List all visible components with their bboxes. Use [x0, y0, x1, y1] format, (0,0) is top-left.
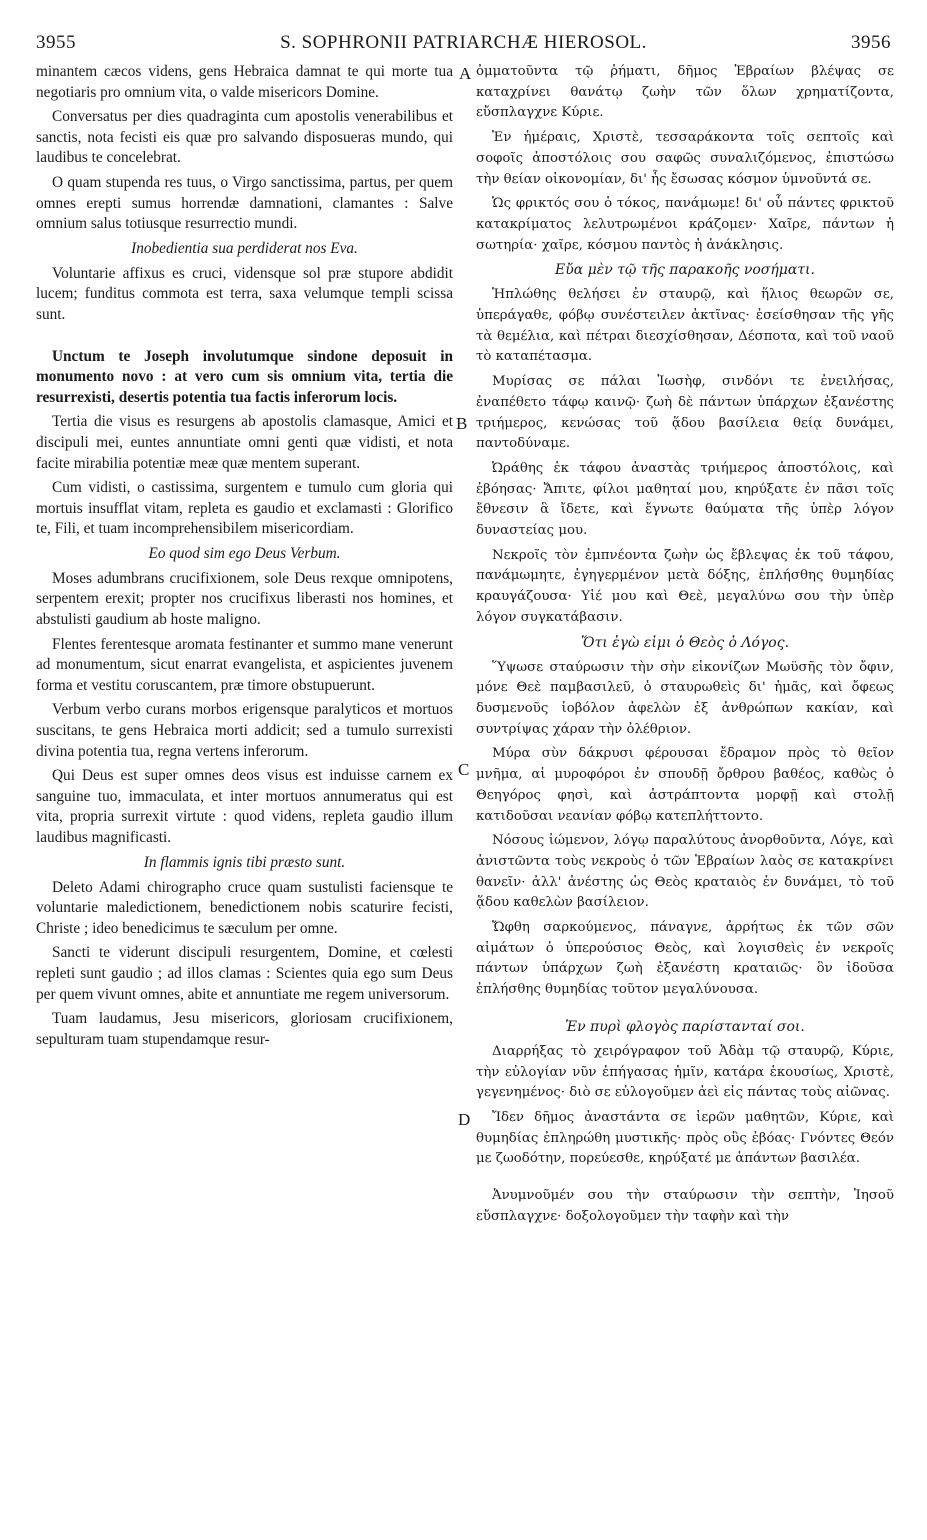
latin-paragraph: Moses adumbrans crucifixionem, sole Deus rexque omnipotens, serpentem erexit; propter nos crucifixus liberasti nos homines, et abstulisti gaudium ab hoste maligno.	[36, 569, 453, 629]
latin-column	[36, 62, 453, 1532]
greek-paragraph: Ὕψωσε σταύρωσιν τὴν σὴν εἰκονίζων Μωϋσῆς τὸν ὄφιν, μόνε Θεὲ παμβασιλεῦ, ὁ σταυρωθεὶς δι' ἡμᾶς, καὶ ὄφεως δυσμενοῦς ἰοβόλον ἀφελὼν ἐξ ἀνθρώπων κακίαν, καὶ συντρίψας χάραν τὴν ὀλέθριον.	[476, 659, 894, 737]
latin-paragraph: O quam stupenda res tuus, o Virgo sanctissima, partus, per quem omnes erepti sumus horrendæ damnationi, clamantes : Salve omnium salus totiusque resurrectio mundi.	[36, 173, 453, 233]
greek-paragraph: Ἡπλώθης θελήσει ἐν σταυρῷ, καὶ ἥλιος θεωρῶν σε, ὑπεράγαθε, φόβῳ συνέστειλεν ἀκτῖνας· ἐσείσθησαν τῆς γῆς τὰ θεμέλια, καὶ πέτραι διεσχίσθησαν, Δέσποτα, καὶ τοῦ ναοῦ τὸ καταπέτασμα.	[476, 287, 894, 365]
latin-paragraph: Cum vidisti, o castissima, surgentem e tumulo cum gloria qui mortuis insufflat vitam, repleta es gaudio et exclamasti : Glorifico te, Fili, et tuam incomprehensibilem misericordiam.	[36, 479, 453, 538]
greek-paragraph: Ἐν ἡμέραις, Χριστὲ, τεσσαράκοντα τοῖς σεπτοῖς καὶ σοφοῖς ἀποστόλοις σου σαφῶς συναλιζόμενος, ἐπιστώσω τὴν θείαν οἰκονομίαν, δι' ἧς ἔσωσας κόσμον ὑμνοῦντά σε.	[476, 130, 894, 187]
greek-paragraph: ὀμματοῦντα τῷ ῥήματι, δῆμος Ἑβραίων βλέψας σε καταχρίνει θανάτῳ ζωὴν τῶν ὅλων χρηματίζοντα, εὔσπλαγχνε Κύριε.	[476, 64, 894, 121]
latin-heading: Eo quod sim ego Deus Verbum.	[148, 544, 341, 562]
latin-heading: Inobedientia sua perdiderat nos Eva.	[131, 239, 358, 257]
running-title: S. SOPHRONII PATRIARCHÆ HIEROSOL.	[280, 32, 647, 53]
latin-paragraph: Verbum verbo curans morbos erigensque paralyticos et mortuos suscitans, te gens Hebraica morti addicit; sed a tumulo surrexisti divina potentia tua, regna vertens inferorum.	[36, 701, 453, 760]
column-marker-a: A	[459, 64, 472, 83]
greek-paragraph: Ἀνυμνοῦμέν σου τὴν σταύρωσιν τὴν σεπτὴν, Ἰησοῦ εὔσπλαγχνε· δοξολογοῦμεν τὴν ταφὴν καὶ τὴν	[476, 1188, 894, 1224]
greek-paragraph: Διαρρήξας τὸ χειρόγραφον τοῦ Ἀδὰμ τῷ σταυρῷ, Κύριε, τὴν εὐλογίαν νῦν ἐπήγασας ἡμῖν, κατάρα ἑκουσίως, Χριστὲ, γεγενημένος· διὸ σε εὐλογοῦμεν ἀεὶ εἰς πάντας τοὺς αἰῶνας.	[476, 1043, 894, 1101]
latin-paragraph: minantem cæcos videns, gens Hebraica damnat te qui morte tua negotiaris pro omnium vita, o valde misericors Domine.	[36, 63, 453, 101]
latin-paragraph: Voluntarie affixus es cruci, vidensque sol præ stupore abdidit lucem; funditus commota est terra, saxa velumque templi scissa sunt.	[36, 264, 453, 323]
greek-paragraph: Ἴδεν δῆμος ἀναστάντα σε ἱερῶν μαθητῶν, Κύριε, καὶ θυμηδίας ἐπληρώθη μυστικῆς· πρὸς οὓς ἐβόας· Γνόντες Θεόν με ζωοδότην, πορεύεσθε, κηρύξατέ με ἁπάντων βασιλέα.	[476, 1109, 894, 1167]
latin-paragraph: Tertia die visus es resurgens ab apostolis clamasque, Amici et discipuli mei, euntes annuntiate omni genti quæ vidisti, et nota facite mirabilia potentiæ meæ quæ mentem superant.	[36, 413, 453, 472]
latin-paragraph: Conversatus per dies quadraginta cum apostolis venerabilibus et sanctis, nota fecisti eis quæ pro salvando disposueras mundo, qui laudibus te concelebrat.	[36, 108, 453, 167]
latin-paragraph: Tuam laudamus, Jesu misericors, gloriosam crucifixionem, sepulturam tuam stupendamque resur-	[36, 1010, 453, 1048]
page-header	[36, 32, 891, 58]
page-number-left: 3955	[36, 32, 76, 53]
greek-paragraph: Νεκροῖς τὸν ἐμπνέοντα ζωὴν ὡς ἔβλεψας ἐκ τοῦ τάφου, πανάμωμητε, ἐγηγερμένον μετὰ δόξης, ἐπλήσθης θυμηδίας κραυγάζουσα· Υἱέ μου καὶ Θεὲ, μεγαλύνω σου τὴν ὑπὲρ λόγον συγκατάβασιν.	[476, 547, 894, 625]
greek-heading: Ἐν πυρὶ φλογὸς παρίστανταί σοι.	[565, 1018, 805, 1035]
column-marker-d: D	[458, 1110, 471, 1129]
greek-paragraph: Ὡς φρικτός σου ὁ τόκος, πανάμωμε! δι' οὗ πάντες φρικτοῦ κατακρίματος λελυτρωμένοι κράζομεν· Χαῖρε, πάντων ἡ σωτηρία· χαῖρε, κόσμου παντὸς ἡ ἀνάκλησις.	[476, 196, 894, 253]
latin-paragraph: Qui Deus est super omnes deos visus est induisse carnem ex sanguine tuo, immaculata, et inter mortuos annumeratus qui est vita, propria surrexit virtute : quod videns, repleta gaudio illum laudibus magnificasti.	[36, 767, 453, 846]
greek-paragraph: Ὤφθη σαρκούμενος, πάναγνε, ἀρρήτως ἐκ τῶν σῶν αἱμάτων ὁ ὑπερούσιος Θεὸς, καὶ λογισθεὶς ἐν νεκροῖς πάντων ὑπάρχων ζωὴ ἐξανέστη κραταιῶς· ὃν ἰδοῦσα ἐπλήσθης θυμηδίας τοῦτον μεγαλύνουσα.	[476, 920, 894, 998]
greek-paragraph: Μύρα σὺν δάκρυσι φέρουσαι ἔδραμον πρὸς τὸ θεῖον μνῆμα, αἱ μυροφόροι ἐν σπουδῇ ὄρθρου βαθέος, καθὼς ὁ Θεηγόρος φησὶ, καὶ ἀστράπτοντα μορφῇ καὶ στολῇ κατιδοῦσαι νεανίαν φόβῳ κατεπλήττοντο.	[476, 746, 894, 824]
greek-paragraph: Νόσους ἰώμενον, λόγῳ παραλύτους ἀνορθοῦντα, Λόγε, καὶ ἀνιστῶντα τοὺς νεκροὺς ὁ τῶν Ἑβραίων λαὸς σε κατακρίνει θανεῖν· ἀλλ' ἀνέστης ὡς Θεὸς κραταιὸς ἐν δυνάμει, τὸ τοῦ ᾅδου καθελὼν βασίλειον.	[476, 833, 894, 911]
column-marker-b: B	[456, 414, 468, 433]
page-number-right: 3956	[851, 32, 891, 53]
latin-paragraph: Flentes ferentesque aromata festinanter et summo mane venerunt ad monumentum, sicut enarrat evangelista, et aspicientes juvenem forma et vestitu coruscantem, præ timore obstupuerunt.	[36, 635, 453, 694]
greek-heading: Ὅτι ἐγὼ εἰμι ὁ Θεὸς ὁ Λόγος.	[580, 634, 790, 651]
greek-column	[476, 62, 894, 1532]
latin-paragraph: Deleto Adami chirographo cruce quam sustulisti faciensque te voluntarie maledictionem, benedictionem nobis scaturire fecisti, Christe ; ideo benedicimus te sæculum per omne.	[36, 878, 453, 937]
greek-paragraph: Ὠράθης ἐκ τάφου ἀναστὰς τριήμερος ἀποστόλοις, καὶ ἐβόησας· Ἄπιτε, φίλοι μαθηταί μου, κηρύξατε ἐν πᾶσι τοῖς ἔθνεσιν ἃ ἴδετε, καὶ ἔγνωτε θαύματα τῆς ὑπὲρ λόγον δυναστείας μου.	[476, 460, 894, 539]
greek-paragraph: Μυρίσας σε πάλαι Ἰωσὴφ, σινδόνι τε ἐνειλήσας, ἐναπέθετο τάφῳ καινῷ· ζωὴ δὲ πάντων ὑπάρχων ἐξανέστης τριήμερος, κενώσας τοῦ ᾅδου βασίλεια θείᾳ δυνάμει, παντοδύναμε.	[476, 374, 894, 452]
latin-heading: In flammis ignis tibi præsto sunt.	[143, 853, 346, 871]
latin-paragraph: Unctum te Joseph involutumque sindone deposuit in monumento novo : at vero cum sis omnium vita, tertia die resurrexisti, desertis potentia tua factis inferorum locis.	[36, 347, 453, 406]
column-marker-c: C	[458, 760, 470, 779]
latin-paragraph: Sancti te viderunt discipuli resurgentem, Domine, et cœlesti repleti sunt gaudio ; ad illos clamas : Scientes quia ego sum Deus per quem vivunt omnes, abite et annuntiate me regem universorum.	[36, 944, 453, 1003]
greek-heading: Εὔα μὲν τῷ τῆς παρακοῆς νοσήματι.	[555, 262, 815, 279]
